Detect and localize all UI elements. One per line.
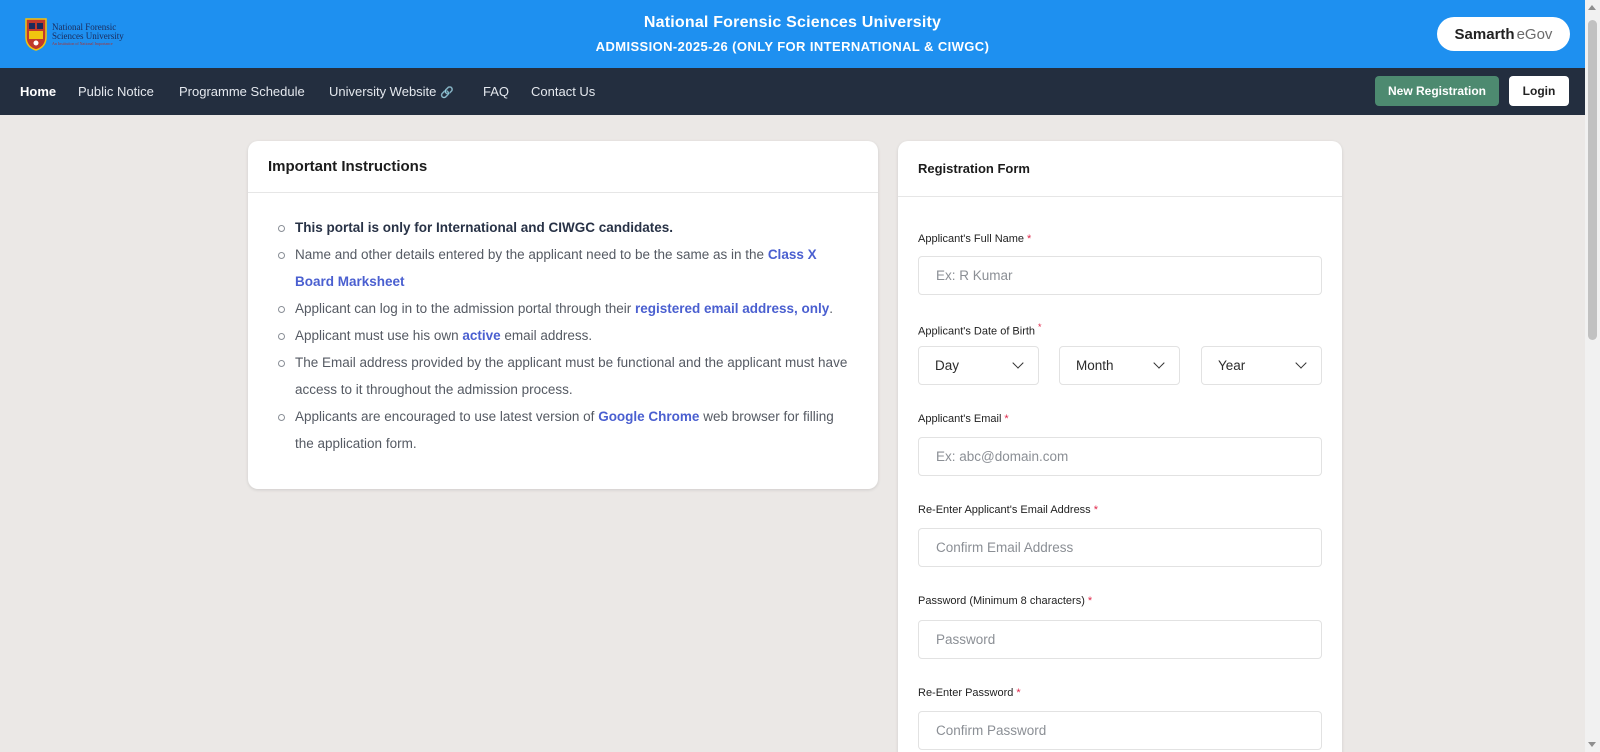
list-item: Name and other details entered by the applicant need to be the same as in the Class X Board Marksheet <box>295 241 858 295</box>
dob-day-select[interactable]: Day <box>918 346 1039 385</box>
instructions-list <box>248 193 878 457</box>
chevron-down-icon <box>1153 357 1164 368</box>
nav-home[interactable]: Home <box>20 84 57 99</box>
page-scrollbar[interactable] <box>1585 0 1600 752</box>
repassword-input[interactable]: Confirm Password <box>918 711 1322 750</box>
nav-faq[interactable]: FAQ <box>483 84 510 99</box>
list-item: Applicant must use his own active email address. <box>295 322 858 349</box>
list-item: The Email address provided by the applicant must be functional and the applicant must have access to it throughout the admission process. <box>295 349 858 403</box>
email-label: Applicant's Email * <box>918 413 1009 425</box>
password-label: Password (Minimum 8 characters) * <box>918 595 1093 607</box>
scroll-up-icon[interactable] <box>1588 5 1596 10</box>
email-input[interactable]: Ex: abc@domain.com <box>918 437 1322 476</box>
chevron-down-icon <box>1012 357 1023 368</box>
registration-form-title: Registration Form <box>898 141 1342 197</box>
list-item: Applicant can log in to the admission portal through their registered email address, only. <box>295 295 858 322</box>
page-title: National Forensic Sciences University <box>643 14 942 31</box>
instructions-title: Important Instructions <box>248 141 878 193</box>
scroll-down-icon[interactable] <box>1588 742 1596 747</box>
list-item: This portal is only for International and CIWGC candidates. <box>295 214 858 241</box>
registration-form-card <box>898 141 1342 752</box>
instructions-card <box>248 141 878 489</box>
nav-public-notice[interactable]: Public Notice <box>78 84 154 99</box>
top-header <box>0 0 1585 68</box>
logo-text: National Forensic Sciences University An Institution of National Importance <box>52 21 124 46</box>
samarth-egov-brand[interactable]: Samarth eGov <box>1437 17 1570 51</box>
new-registration-button[interactable]: New Registration <box>1375 76 1499 106</box>
list-item: Applicants are encouraged to use latest version of Google Chrome web browser for filling the application form. <box>295 403 858 457</box>
full-name-label: Applicant's Full Name * <box>918 233 1032 245</box>
page-subtitle: ADMISSION-2025-26 (ONLY FOR INTERNATIONAL & CIWGC) <box>595 39 990 54</box>
full-name-input[interactable]: Ex: R Kumar <box>918 256 1322 295</box>
password-input[interactable]: Password <box>918 620 1322 659</box>
nav-university-website[interactable]: University Website 🔗 <box>329 84 455 99</box>
dob-label: Applicant's Date of Birth * <box>918 322 1042 338</box>
nav-programme-schedule[interactable]: Programme Schedule <box>179 84 305 99</box>
reemail-input[interactable]: Confirm Email Address <box>918 528 1322 567</box>
nav-contact-us[interactable]: Contact Us <box>531 84 596 99</box>
dob-month-select[interactable]: Month <box>1059 346 1180 385</box>
main-nav <box>0 68 1585 115</box>
dob-year-select[interactable]: Year <box>1201 346 1322 385</box>
chevron-down-icon <box>1295 357 1306 368</box>
reemail-label: Re-Enter Applicant's Email Address * <box>918 504 1098 516</box>
scrollbar-thumb[interactable] <box>1588 20 1597 340</box>
login-button[interactable]: Login <box>1509 76 1569 106</box>
external-link-icon: 🔗 <box>440 87 455 99</box>
repassword-label: Re-Enter Password * <box>918 687 1021 699</box>
